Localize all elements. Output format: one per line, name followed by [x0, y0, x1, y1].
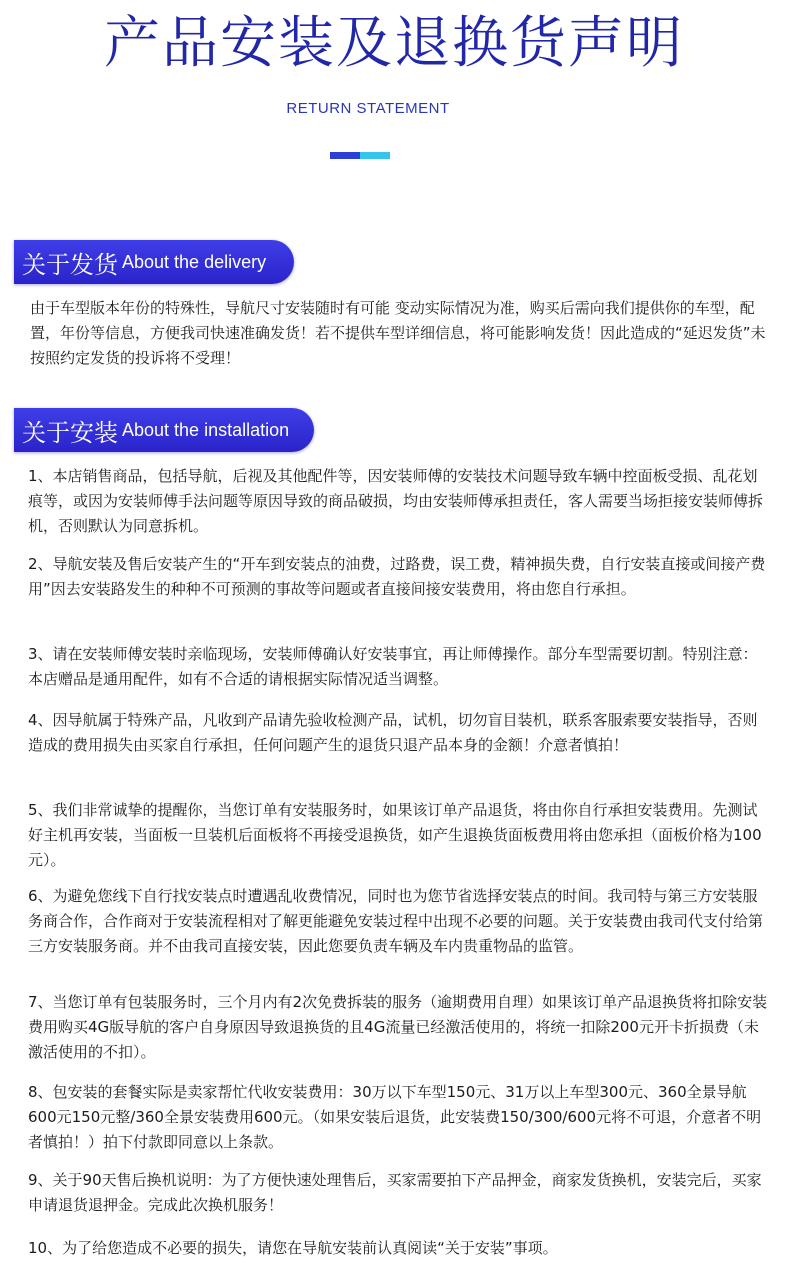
install-item-4: 4、因导航属于特殊产品，凡收到产品请先验收检测产品，试机，切勿盲目装机，联系客服索要安装指导，否则造成的费用损失由买家自行承担，任何问题产生的退货只退产品本身的金额！介意者慎拍！ [28, 711, 758, 754]
install-item-6: 6、为避免您线下自行找安装点时遭遇乱收费情况，同时也为您节省选择安装点的时间。我司特与第三方安装服务商合作，合作商对于安装流程相对了解更能避免安装过程中出现不必要的问题。关于安装费由我司代支付给第三方安装服务商。并不由我司直接安装，因此您要负责车辆及车内贵重物品的监管。 [28, 887, 764, 955]
section-tag-delivery [14, 240, 294, 284]
install-item-10: 10、为了给您造成不必要的损失，请您在导航安装前认真阅读“关于安装”事项。 [28, 1239, 558, 1257]
section-tag-delivery-cn: 关于发货 [22, 250, 118, 279]
section-tag-installation-cn: 关于安装 [22, 418, 118, 447]
install-item-7: 7、当您订单有包装服务时，三个月内有2次免费拆装的服务（逾期费用自理）如果该订单产品退换货将扣除安装费用购买4G版导航的客户自身原因导致退换货的且4G流量已经激活使用的，将统一扣除200元开卡折损费（未激活使用的不扣）。 [28, 993, 768, 1061]
page-title: 产品安装及退换货声明 [104, 11, 684, 76]
section-tag-delivery-en: About the delivery [122, 251, 267, 272]
accent-bar-light [360, 152, 390, 159]
install-item-8: 8、包安装的套餐实际是卖家帮忙代收安装费用：30万以下车型150元、31万以上车型300元、360全景导航600元150元整/360全景安装费用600元。（如果安装后退货，此安装费150/300/600元将不可退，介意者不明者慎拍！）拍下付款即同意以上条款。 [28, 1083, 762, 1151]
accent-bar-dark [330, 152, 360, 159]
install-item-9: 9、关于90天售后换机说明：为了方便快速处理售后，买家需要拍下产品押金，商家发货换机，安装完后，买家申请退货退押金。完成此次换机服务！ [28, 1171, 762, 1214]
section-tag-installation [14, 408, 314, 452]
delivery-text: 由于车型版本年份的特殊性，导航尺寸安装随时有可能 变动实际情况为准，购买后需向我们提供你的车型，配置，年份等信息，方便我司快速准确发货！若不提供车型详细信息，将可能影响发货！因此造成的“延迟发货”未按照约定发货的投诉将不受理！ [30, 299, 766, 367]
install-item-1: 1、本店销售商品，包括导航，后视及其他配件等，因安装师傅的安装技术问题导致车辆中控面板受损、乱花划痕等，或因为安装师傅手法问题等原因导致的商品破损，均由安装师傅承担责任，客人需要当场拒接安装师傅拆机，否则默认为同意拆机。 [28, 467, 764, 535]
install-item-3: 3、请在安装师傅安装时亲临现场，安装师傅确认好安装事宜，再让师傅操作。部分车型需要切割。特别注意：本店赠品是通用配件，如有不合适的请根据实际情况适当调整。 [28, 645, 758, 688]
section-tag-installation-en: About the installation [122, 419, 290, 440]
install-item-2: 2、导航安装及售后安装产生的“开车到安装点的油费，过路费，误工费，精神损失费，自行安装直接或间接产费用”因去安装路发生的种种不可预测的事故等问题或者直接间接安装费用，将由您自行承担。 [28, 555, 766, 598]
install-item-5: 5、我们非常诚挚的提醒你，当您订单有安装服务时，如果该订单产品退货，将由你自行承担安装费用。先测试好主机再安装，当面板一旦装机后面板将不再接受退换货，如产生退换货面板费用将由您承担（面板价格为100元）。 [28, 801, 762, 869]
page-subtitle: RETURN STATEMENT [286, 100, 450, 117]
